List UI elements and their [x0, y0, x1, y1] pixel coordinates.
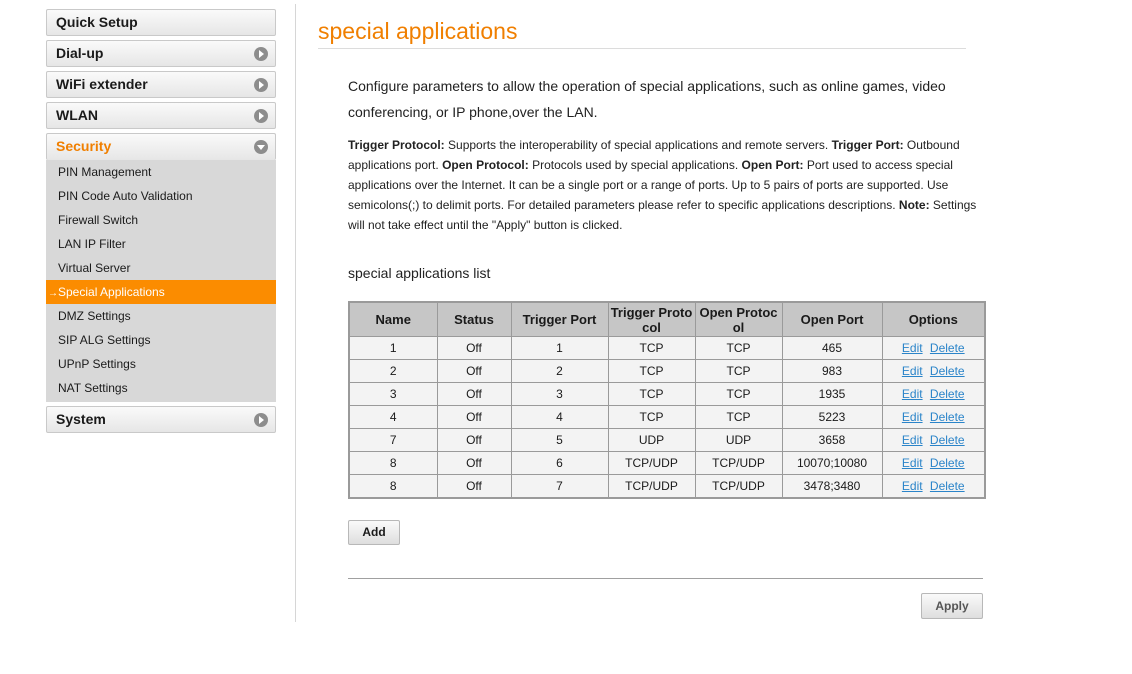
- delete-link[interactable]: Delete: [929, 387, 965, 401]
- desc-text: Outbound applications port.: [348, 138, 960, 172]
- delete-link[interactable]: Delete: [929, 456, 965, 470]
- cell-name: 8: [349, 452, 437, 475]
- menu-system[interactable]: [46, 406, 276, 433]
- cell-status: Off: [437, 360, 511, 383]
- desc-key: Trigger Protocol:: [348, 138, 445, 152]
- add-button[interactable]: Add: [348, 520, 400, 545]
- delete-link[interactable]: Delete: [929, 479, 965, 493]
- sidebar-item-label: PIN Code Auto Validation: [58, 189, 193, 203]
- description-text: [348, 135, 978, 235]
- bottom-divider: [348, 578, 983, 579]
- cell-open-protocol: TCP: [695, 383, 782, 406]
- column-header: Trigger Port: [511, 302, 608, 337]
- cell-trigger-port: 6: [511, 452, 608, 475]
- cell-trigger-protocol: TCP: [608, 406, 695, 429]
- sidebar-item-firewall-switch[interactable]: [46, 208, 276, 232]
- cell-open-port: 5223: [782, 406, 882, 429]
- delete-link[interactable]: Delete: [929, 341, 965, 355]
- cell-options: [882, 383, 985, 406]
- table-row: [349, 429, 985, 452]
- cell-status: Off: [437, 475, 511, 499]
- cell-options: [882, 360, 985, 383]
- desc-text: Port used to access special applications over the Internet. It can be a single port or a range of ports. Up to 5 pairs of ports are supported. Use semicolons(;) to delimit ports. For detailed parameters please refer to specific applications descriptions.: [348, 158, 953, 212]
- sidebar-item-pin-management[interactable]: [46, 160, 276, 184]
- sidebar-item-virtual-server[interactable]: [46, 256, 276, 280]
- special-applications-table: [348, 301, 986, 499]
- cell-trigger-protocol: TCP/UDP: [608, 475, 695, 499]
- expand-arrow-icon: [254, 47, 268, 61]
- delete-link[interactable]: Delete: [929, 433, 965, 447]
- desc-key: Trigger Port:: [831, 138, 904, 152]
- column-header: Options: [882, 302, 985, 337]
- sidebar-item-label: NAT Settings: [58, 381, 128, 395]
- cell-open-port: 3658: [782, 429, 882, 452]
- vertical-divider: [295, 4, 296, 622]
- column-header: Open Port: [782, 302, 882, 337]
- cell-options: [882, 452, 985, 475]
- column-header: Name: [349, 302, 437, 337]
- desc-text: Settings will not take effect until the "Apply" button is clicked.: [348, 198, 977, 232]
- expand-arrow-icon: [254, 109, 268, 123]
- cell-name: 7: [349, 429, 437, 452]
- sidebar-item-pin-code-auto-validation[interactable]: [46, 184, 276, 208]
- column-header: Status: [437, 302, 511, 337]
- table-row: [349, 406, 985, 429]
- cell-trigger-port: 4: [511, 406, 608, 429]
- edit-link[interactable]: Edit: [901, 410, 923, 424]
- edit-link[interactable]: Edit: [901, 341, 923, 355]
- cell-options: [882, 337, 985, 360]
- intro-text: Configure parameters to allow the operation of special applications, such as online games, video conferencing, or IP phone,over the LAN.: [348, 78, 946, 120]
- menu-wifi-extender[interactable]: [46, 71, 276, 98]
- cell-status: Off: [437, 406, 511, 429]
- menu-label: Security: [56, 138, 112, 154]
- cell-name: 4: [349, 406, 437, 429]
- edit-link[interactable]: Edit: [901, 387, 923, 401]
- expand-arrow-icon: [254, 78, 268, 92]
- sidebar: [46, 9, 276, 437]
- collapse-arrow-icon: [254, 140, 268, 154]
- menu-dial-up[interactable]: [46, 40, 276, 67]
- cell-options: [882, 475, 985, 499]
- delete-link[interactable]: Delete: [929, 410, 965, 424]
- cell-name: 3: [349, 383, 437, 406]
- sidebar-item-upnp-settings[interactable]: [46, 352, 276, 376]
- menu-label: Dial-up: [56, 45, 104, 61]
- cell-trigger-protocol: TCP/UDP: [608, 452, 695, 475]
- column-header: Trigger Proto col: [608, 302, 695, 337]
- cell-open-protocol: TCP/UDP: [695, 452, 782, 475]
- cell-open-port: 465: [782, 337, 882, 360]
- menu-label: WLAN: [56, 107, 98, 123]
- edit-link[interactable]: Edit: [901, 479, 923, 493]
- sidebar-item-label: Special Applications: [58, 285, 165, 299]
- apply-button[interactable]: Apply: [921, 593, 983, 619]
- sidebar-item-label: LAN IP Filter: [58, 237, 126, 251]
- menu-security[interactable]: [46, 133, 276, 160]
- cell-trigger-protocol: UDP: [608, 429, 695, 452]
- sidebar-item-label: Firewall Switch: [58, 213, 139, 227]
- cell-open-protocol: TCP/UDP: [695, 475, 782, 499]
- cell-open-port: 1935: [782, 383, 882, 406]
- table-row: [349, 360, 985, 383]
- table-row: [349, 337, 985, 360]
- sidebar-item-dmz-settings[interactable]: [46, 304, 276, 328]
- desc-key: Note:: [898, 198, 930, 212]
- cell-status: Off: [437, 429, 511, 452]
- sidebar-item-label: Virtual Server: [58, 261, 131, 275]
- table-header-row: [349, 302, 985, 337]
- menu-quick-setup[interactable]: [46, 9, 276, 36]
- sidebar-item-label: SIP ALG Settings: [58, 333, 151, 347]
- menu-label: System: [56, 411, 106, 427]
- edit-link[interactable]: Edit: [901, 433, 923, 447]
- expand-arrow-icon: [254, 413, 268, 427]
- delete-link[interactable]: Delete: [929, 364, 965, 378]
- desc-text: Protocols used by special applications.: [528, 158, 742, 172]
- cell-trigger-port: 2: [511, 360, 608, 383]
- desc-text: Supports the interoperability of special applications and remote servers.: [444, 138, 832, 152]
- sidebar-item-special-applications[interactable]: [46, 280, 276, 304]
- edit-link[interactable]: Edit: [901, 364, 923, 378]
- cell-name: 8: [349, 475, 437, 499]
- list-title: special applications list: [348, 265, 491, 281]
- cell-options: [882, 429, 985, 452]
- title-divider: [318, 48, 966, 49]
- sidebar-item-label: PIN Management: [58, 165, 152, 179]
- sidebar-item-nat-settings[interactable]: [46, 376, 276, 400]
- security-submenu: [46, 160, 276, 402]
- cell-options: [882, 406, 985, 429]
- sidebar-item-label: DMZ Settings: [58, 309, 131, 323]
- edit-link[interactable]: Edit: [901, 456, 923, 470]
- table-row: [349, 383, 985, 406]
- menu-label: Quick Setup: [56, 14, 138, 30]
- table-row: [349, 475, 985, 499]
- cell-trigger-port: 1: [511, 337, 608, 360]
- cell-open-protocol: TCP: [695, 406, 782, 429]
- cell-open-port: 3478;3480: [782, 475, 882, 499]
- cell-trigger-protocol: TCP: [608, 337, 695, 360]
- table-row: [349, 452, 985, 475]
- cell-open-protocol: UDP: [695, 429, 782, 452]
- sidebar-item-lan-ip-filter[interactable]: [46, 232, 276, 256]
- cell-status: Off: [437, 383, 511, 406]
- cell-open-protocol: TCP: [695, 360, 782, 383]
- cell-open-port: 983: [782, 360, 882, 383]
- menu-wlan[interactable]: [46, 102, 276, 129]
- cell-status: Off: [437, 452, 511, 475]
- cell-status: Off: [437, 337, 511, 360]
- desc-key: Open Protocol:: [442, 158, 529, 172]
- cell-trigger-port: 7: [511, 475, 608, 499]
- sidebar-item-label: UPnP Settings: [58, 357, 136, 371]
- cell-open-protocol: TCP: [695, 337, 782, 360]
- cell-trigger-port: 5: [511, 429, 608, 452]
- column-header: Open Protoc ol: [695, 302, 782, 337]
- cell-trigger-protocol: TCP: [608, 383, 695, 406]
- sidebar-item-sip-alg-settings[interactable]: [46, 328, 276, 352]
- menu-label: WiFi extender: [56, 76, 148, 92]
- selected-arrow-icon: →: [48, 288, 58, 299]
- desc-key: Open Port:: [741, 158, 804, 172]
- cell-open-port: 10070;10080: [782, 452, 882, 475]
- cell-trigger-protocol: TCP: [608, 360, 695, 383]
- cell-trigger-port: 3: [511, 383, 608, 406]
- page-title: special applications: [318, 18, 518, 44]
- cell-name: 2: [349, 360, 437, 383]
- cell-name: 1: [349, 337, 437, 360]
